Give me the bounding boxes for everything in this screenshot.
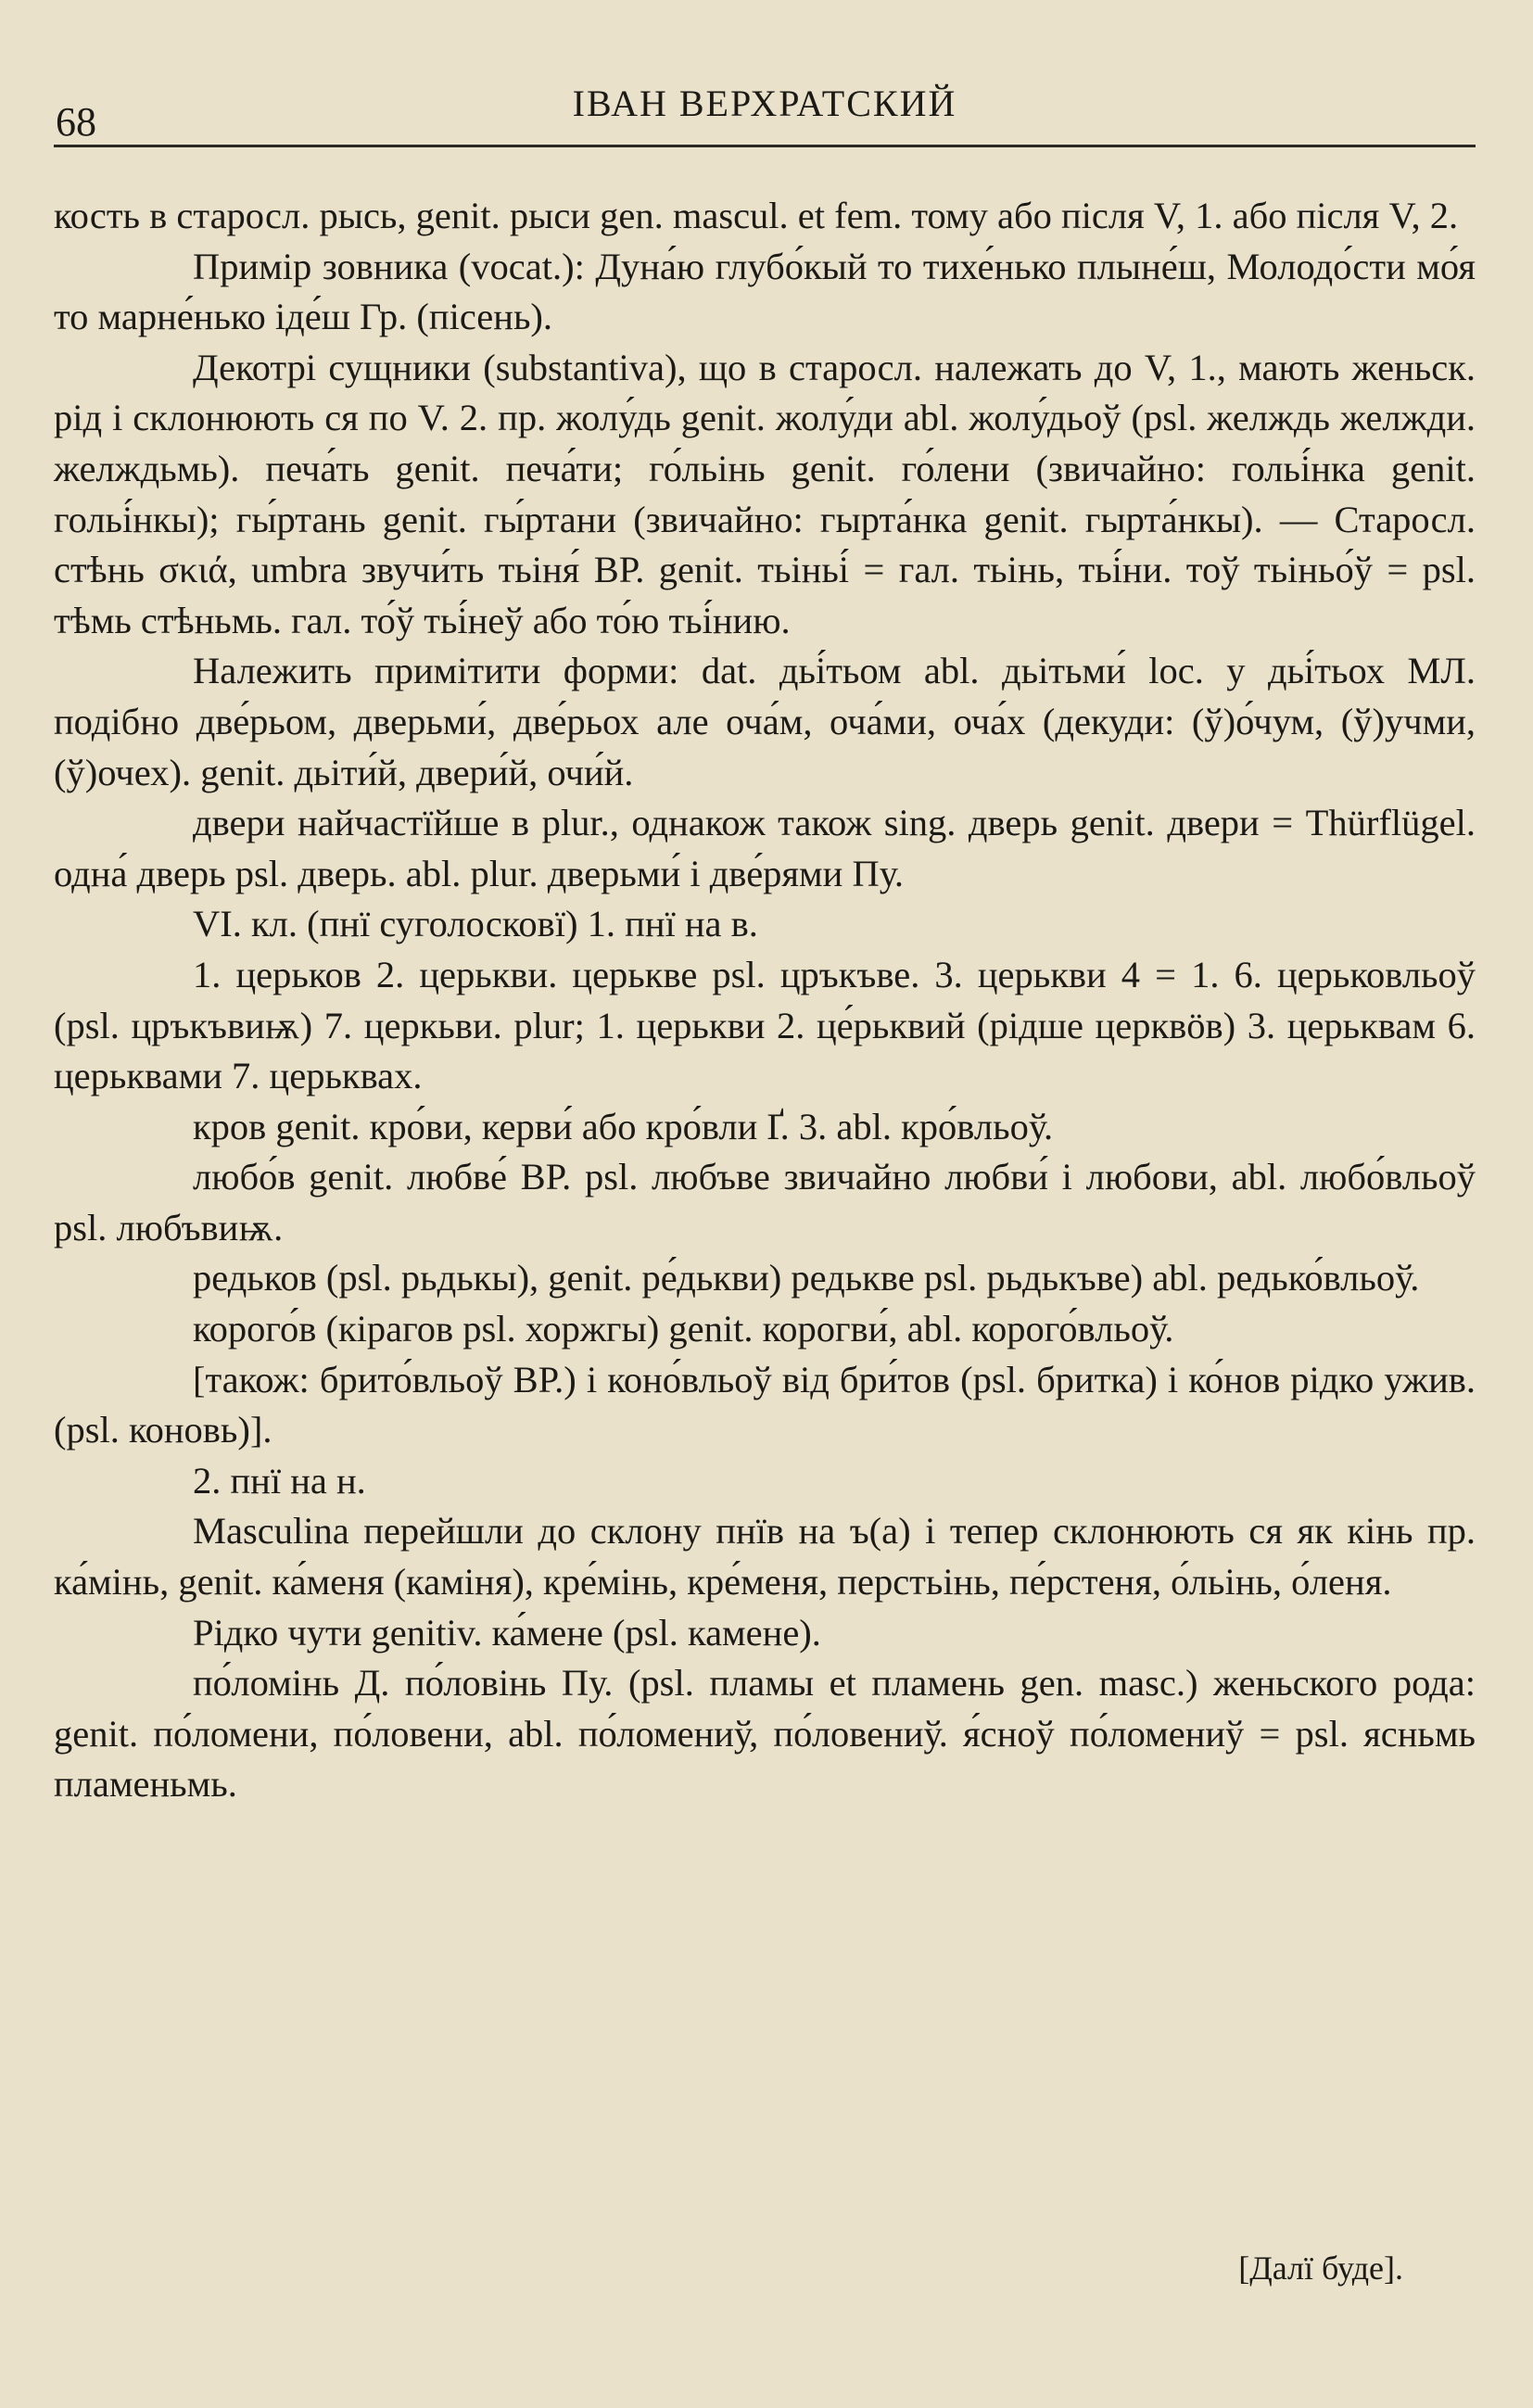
paragraph-8: кров genit. кро́ви, керви́ або кро́вли Ґ. 3. abl. кро́вльоў. (193, 1105, 1054, 1147)
paragraph-6: VI. кл. (пнї суголосковї) 1. пнї на в. (193, 903, 758, 945)
paragraph-9: любо́в genit. любве́ ВР. psl. любъве звичайно любви́ і любови, abl. любо́вльоў psl. любъвиѭ. (54, 1156, 1476, 1248)
paragraph-12: [також: брито́вльоў ВР.) і коно́вльоў від бри́тов (psl. бритка) і ко́нов рідко ужив. (psl. коновь)]. (54, 1358, 1476, 1451)
paragraph-13: 2. пнї на н. (193, 1459, 366, 1502)
running-head (54, 65, 1476, 145)
paragraph-15: Рідко чути genitiv. ка́мене (psl. камене). (193, 1611, 821, 1654)
header-rule (54, 145, 1476, 147)
paragraph-2: Примір зовника (vocat.): Дуна́ю глубо́кый то тихе́нько плыне́ш, Молодо́сти мо́я то марне́нько іде́ш Гр. (пісень). (54, 245, 1476, 338)
continuation-note: [Далї буде]. (1238, 2250, 1403, 2287)
paragraph-4: Належить примітити форми: dat. дьі́тьом abl. дьітьми́ loc. у дьі́тьох МЛ. подібно две́рьом, дверьми́, две́рьох але оча́м, оча́ми, оча́х (декуди: (ў)о́чум, (ў)учми, (ў)очех). genit. дьіти́й, двери́й, очи́й. (54, 650, 1476, 793)
header-title: ІВАН ВЕРХРАТСКИЙ (572, 82, 957, 124)
paragraph-3: Декотрі сущники (substantiva), що в старосл. належать до V, 1., мають женьск. рід і склонюють ся по V. 2. пр. жолу́дь genit. жолу́ди abl. жолу́дьоў (psl. желждь желжди. желждьмь). печа́ть genit. печа́ти; го́льінь genit. го́лени (звичайно: гольі́нка genit. гольі́нкы); гы́ртань genit. гы́ртани (звичайно: гырта́нка genit. гырта́нкы). — Старосл. стѣнь σκιά, umbra звучи́ть тьіня́ ВР. genit. тьіньі́ = гал. тьінь, тьі́ни. тоў тьіньо́ў = psl. тѣмь стѣньмь. гал. то́ў тьі́неў або то́ю тьі́нию. (54, 346, 1476, 641)
paragraph-5: двери найчастїйше в plur., однакож також sing. дверь genit. двери = Thürflügel. одна́ дверь psl. дверь. abl. plur. дверьми́ і две́рями Пу. (54, 802, 1476, 894)
paragraph-11: корого́в (кірагов psl. хоржгы) genit. корогви́, abl. корого́вльоў. (193, 1308, 1174, 1350)
paragraph-16: по́ломінь Д. по́ловінь Пу. (psl. пламы et пламень gen. masc.) женьского рода: genit. по́ломени, по́ловени, abl. по́ломениў, по́ловениў. я́сноў по́ломениў = psl. ясньмь пламеньмь. (54, 1662, 1476, 1806)
paragraph-10: редьков (psl. рьдькы), genit. ре́дькви) редькве psl. рьдькъве) abl. редько́вльоў. (193, 1257, 1420, 1299)
paragraph-1: кость в старосл. рысь, genit. рыси gen. mascul. et fem. тому або після V, 1. або після V, 2. (54, 195, 1459, 236)
paragraph-7: 1. церьков 2. церькви. церькве psl. цръкъве. 3. церькви 4 = 1. 6. церьковльоў (psl. цръкъвиѭ) 7. церкьви. plur; 1. церькви 2. це́рьквий (рідше церквӧв) 3. церьквам 6. церьквами 7. церьквах. (54, 953, 1476, 1097)
page-number: 68 (56, 99, 96, 145)
paragraph-14: Masculina перейшли до склону пнїв на ъ(а) і тепер склонюють ся як кінь пр. ка́мінь, genit. ка́меня (каміня), кре́мінь, кре́меня, перстьінь, пе́рстеня, о́льінь, о́леня. (54, 1510, 1476, 1603)
body-text (54, 191, 1476, 1810)
